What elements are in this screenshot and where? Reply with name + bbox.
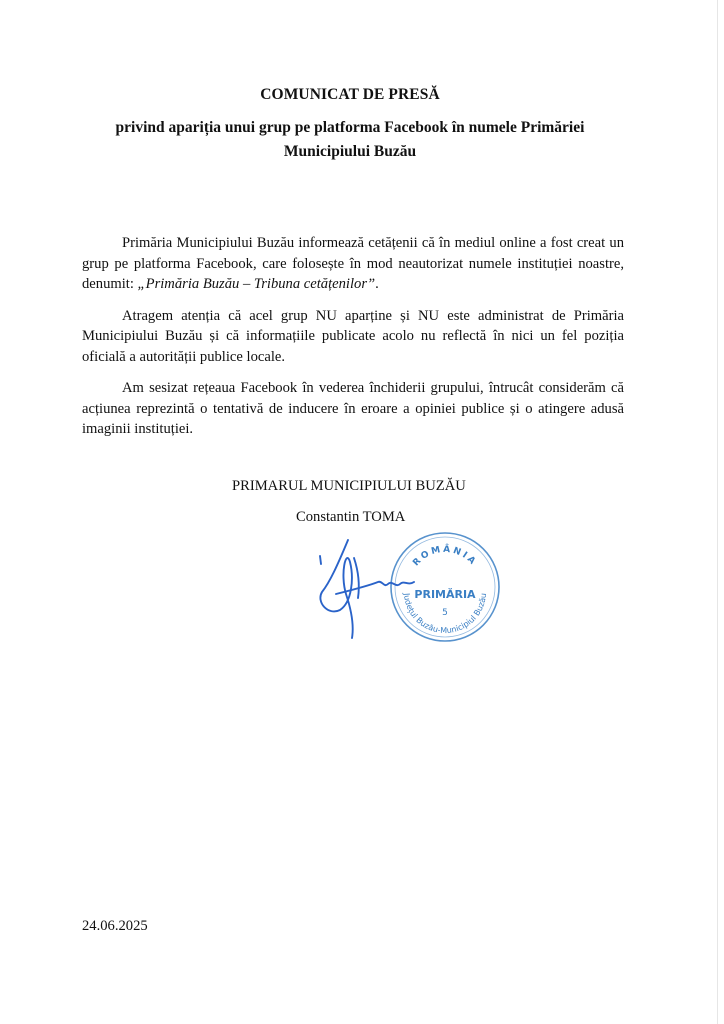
- stamp-bottom-text: Județul Buzău-Municipiul Buzău: [402, 592, 489, 636]
- stamp-top-text: ROMÂNIA: [411, 544, 479, 569]
- handwritten-signature: [312, 534, 432, 644]
- signatory-name: Constantin TOMA: [296, 509, 406, 525]
- paragraph-2: Atragem atenția că acel grup NU aparține și NU este administrat de Primăria Municipiului Buzău și că informațiile publicate acolo nu reflectă în nici un fel poziția oficială a autorității publice locale.: [82, 307, 624, 365]
- document-body: [82, 233, 624, 440]
- stamp-center-text: PRIMĂRIA: [414, 588, 476, 601]
- document-date: 24.06.2025: [82, 918, 148, 934]
- page-edge: [717, 0, 718, 1024]
- paragraph-3: Am sesizat rețeaua Facebook în vederea închiderii grupului, întrucât considerăm că acțiunea reprezintă o tentativă de inducere în eroare a opiniei publice și o atingere adusă imaginii instituției.: [82, 380, 624, 437]
- paragraph-1: [82, 233, 624, 295]
- signature-stroke-main: [320, 540, 352, 638]
- paragraph-1-text: Primăria Municipiului Buzău informează cetățenii că în mediul online a fost creat un grup pe platforma Facebook, care folosește în mod neautorizat numele instituției noastre, denumit:: [82, 235, 624, 292]
- signatory-title: PRIMARUL MUNICIPIULUI BUZĂU: [232, 478, 466, 494]
- group-name-quote: „Primăria Buzău – Tribuna cetățenilor”: [137, 276, 376, 292]
- signature-stroke-inner: [354, 558, 359, 598]
- document-subtitle: privind apariția unui grup pe platforma Facebook în numele Primăriei Municipiului Buzău: [115, 119, 585, 160]
- document-title: COMUNICAT DE PRESĂ: [260, 86, 440, 103]
- paragraph-1-end: .: [375, 276, 379, 292]
- stamp-number: 5: [442, 608, 448, 618]
- signature-stroke-tick: [320, 556, 321, 564]
- signature-stroke-tail: [336, 582, 414, 594]
